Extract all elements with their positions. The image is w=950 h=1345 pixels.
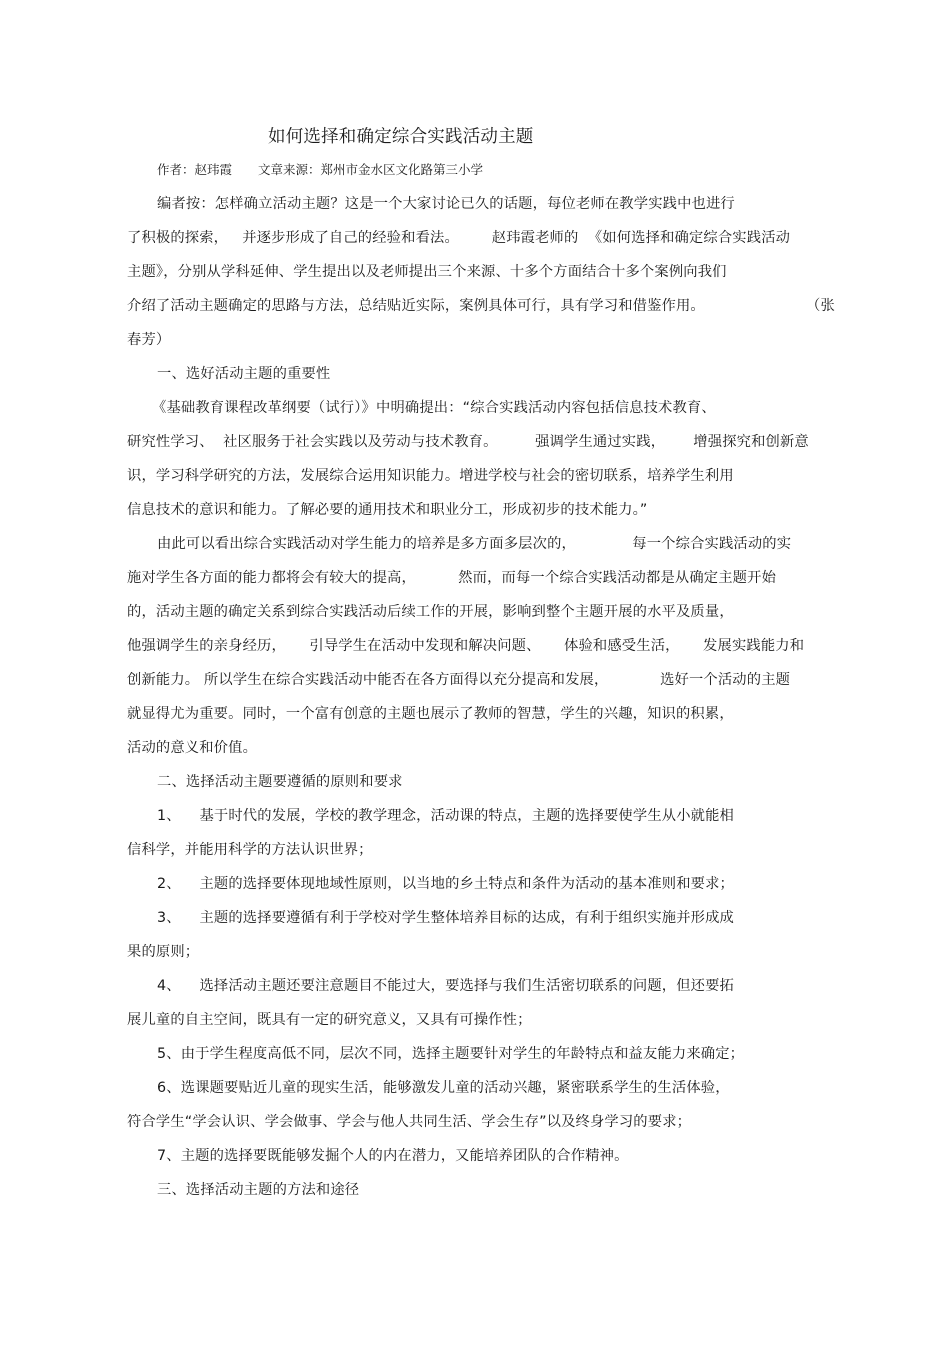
list-item: 6、选课题要贴近儿童的现实生活，能够激发儿童的活动兴趣，紧密联系学生的生活体验， xyxy=(157,1080,730,1096)
list-item: 2、 主题的选择要体现地域性原则，以当地的乡土特点和条件为活动的基本准则和要求； xyxy=(157,876,735,892)
text-line: 果的原则； xyxy=(127,944,200,960)
text-line: 就显得尤为重要。同时，一个富有创意的主题也展示了教师的智慧，学生的兴趣，知识的积累， xyxy=(127,706,734,722)
text-line: 编者按：怎样确立活动主题？这是一个大家讨论已久的话题，每位老师在教学实践中也进行 xyxy=(157,196,735,212)
list-item: 5、由于学生程度高低不同，层次不同，选择主题要针对学生的年龄特点和益友能力来确定； xyxy=(157,1046,745,1062)
text-line: 《基础教育课程改革纲要（试行）》中明确提出：“综合实践活动内容包括信息技术教育、 xyxy=(152,400,716,416)
text-line: 信息技术的意识和能力。了解必要的通用技术和职业分工，形成初步的技术能力。” xyxy=(127,502,648,518)
document-meta xyxy=(157,160,483,178)
section-heading: 三、选择活动主题的方法和途径 xyxy=(157,1182,360,1198)
text-line: 展儿童的自主空间，既具有一定的研究意义，又具有可操作性； xyxy=(127,1012,532,1028)
text-line: 符合学生“学会认识、学会做事、学会与他人共同生活、学会生存”以及终身学习的要求； xyxy=(127,1114,692,1130)
document-title: 如何选择和确定综合实践活动主题 xyxy=(268,127,534,147)
list-item: 1、 基于时代的发展，学校的教学理念，活动课的特点，主题的选择要使学生从小就能相 xyxy=(157,808,735,824)
text-line: 了积极的探索， 并逐步形成了自己的经验和看法。 赵玮霞老师的 《如何选择和确定综合实践活动 xyxy=(127,230,791,246)
text-line: 信科学，并能用科学的方法认识世界； xyxy=(127,842,373,858)
list-item: 4、 选择活动主题还要注意题目不能过大，要选择与我们生活密切联系的问题，但还要拓 xyxy=(157,978,735,994)
text-line: （张 xyxy=(806,298,835,314)
list-item: 7、主题的选择要既能够发掘个人的内在潜力，又能培养团队的合作精神。 xyxy=(157,1148,629,1164)
text-line: 春芳） xyxy=(127,332,171,348)
text-line: 的，活动主题的确定关系到综合实践活动后续工作的开展，影响到整个主题开展的水平及质量， xyxy=(127,604,734,620)
author-label: 作者：赵玮霞 xyxy=(157,162,233,177)
text-line: 活动的意义和价值。 xyxy=(127,740,258,756)
section-heading: 二、选择活动主题要遵循的原则和要求 xyxy=(157,774,403,790)
text-line: 施对学生各方面的能力都将会有较大的提高， 然而，而每一个综合实践活动都是从确定主题开始 xyxy=(127,570,777,586)
text-line: 介绍了活动主题确定的思路与方法，总结贴近实际，案例具体可行，具有学习和借鉴作用。 xyxy=(127,298,705,314)
text-line: 识，学习科学研究的方法，发展综合运用知识能力。增进学校与社会的密切联系，培养学生利用 xyxy=(127,468,734,484)
text-line: 由此可以看出综合实践活动对学生能力的培养是多方面多层次的， 每一个综合实践活动的实 xyxy=(157,536,792,552)
text-line: 创新能力。 所以学生在综合实践活动中能否在各方面得以充分提高和发展， 选好一个活动的主题 xyxy=(127,672,791,688)
source-label: 文章来源：郑州市金水区文化路第三小学 xyxy=(258,162,484,177)
list-item: 3、 主题的选择要遵循有利于学校对学生整体培养目标的达成，有利于组织实施并形成成 xyxy=(157,910,735,926)
text-line: 他强调学生的亲身经历， 引导学生在活动中发现和解决问题、 体验和感受生活， 发展实践能力和 xyxy=(127,638,805,654)
text-line: 研究性学习、 社区服务于社会实践以及劳动与技术教育。 强调学生通过实践， 增强探究和创新意 xyxy=(127,434,809,450)
text-line: 主题》，分别从学科延伸、学生提出以及老师提出三个来源、十多个方面结合十多个案例向我们 xyxy=(127,264,727,280)
section-heading: 一、选好活动主题的重要性 xyxy=(157,366,331,382)
